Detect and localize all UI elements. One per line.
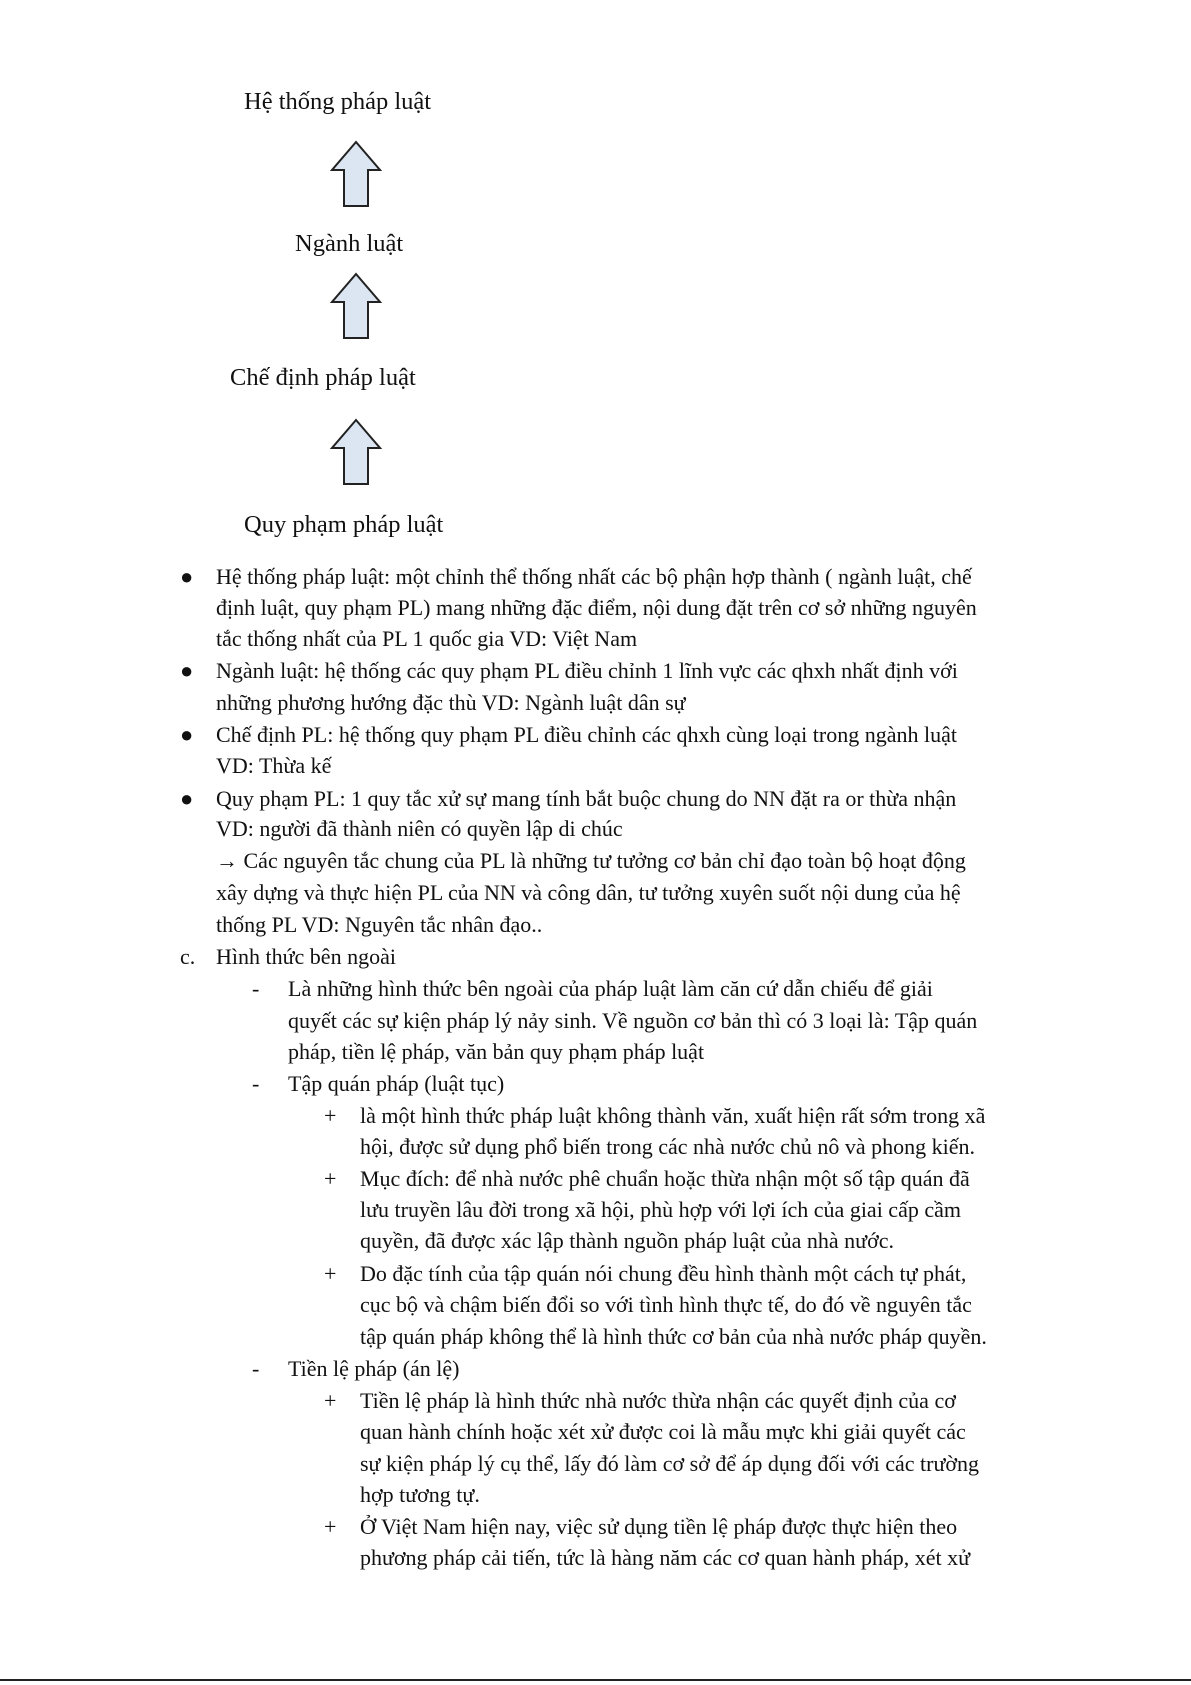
text-line: quyết các sự kiện pháp lý nảy sinh. Về nguồn cơ bản thì có 3 loại là: Tập quán: [288, 1008, 978, 1033]
text-line: Ngành luật: hệ thống các quy phạm PL điều chỉnh 1 lĩnh vực các qhxh nhất định với: [216, 658, 958, 683]
text-line: Ở Việt Nam hiện nay, việc sử dụng tiền lệ pháp được thực hiện theo: [360, 1514, 958, 1539]
bullet-marker: ●: [180, 722, 194, 747]
plus-marker: +: [324, 1388, 337, 1413]
text-line: là một hình thức pháp luật không thành văn, xuất hiện rất sớm trong xã: [360, 1103, 986, 1128]
text-line: cục bộ và chậm biến đổi so với tình hình thực tế, do đó về nguyên tắc: [360, 1292, 972, 1317]
text-line: những phương hướng đặc thù VD: Ngành luật dân sự: [216, 690, 686, 715]
text-line: Tập quán pháp (luật tục): [288, 1071, 505, 1096]
plus-marker: +: [324, 1261, 337, 1286]
hierarchy-level-legal-institution: Chế định pháp luật: [230, 364, 416, 391]
text-line: Tiền lệ pháp (án lệ): [288, 1356, 460, 1381]
text-line: Do đặc tính của tập quán nói chung đều hình thành một cách tự phát,: [360, 1261, 967, 1286]
text-line: lưu truyền lâu đời trong xã hội, phù hợp với lợi ích của giai cấp cầm: [360, 1197, 961, 1222]
dash-marker: -: [252, 976, 260, 1001]
text-line: → Các nguyên tắc chung của PL là những tư tưởng cơ bản chỉ đạo toàn bộ hoạt động: [216, 848, 966, 873]
bullet-marker: ●: [180, 658, 194, 683]
text-line: Tiền lệ pháp là hình thức nhà nước thừa nhận các quyết định của cơ: [360, 1388, 956, 1413]
section-marker: c.: [180, 944, 196, 969]
hierarchy-level-legal-norm: Quy phạm pháp luật: [244, 511, 444, 538]
text-line: VD: Thừa kế: [216, 753, 332, 778]
text-line: tập quán pháp không thể là hình thức cơ bản của nhà nước pháp quyền.: [360, 1324, 987, 1349]
hierarchy-level-legal-system: Hệ thống pháp luật: [244, 88, 432, 115]
text-line: hợp tương tự.: [360, 1482, 480, 1507]
dash-marker: -: [252, 1356, 260, 1381]
text-line: Là những hình thức bên ngoài của pháp luật làm căn cứ dẫn chiếu để giải: [288, 976, 933, 1001]
plus-marker: +: [324, 1166, 337, 1191]
page-bottom-edge: [0, 1679, 1191, 1681]
text-line: xây dựng và thực hiện PL của NN và công dân, tư tưởng xuyên suốt nội dung của hệ: [216, 880, 961, 905]
text-line: VD: người đã thành niên có quyền lập di chúc: [216, 816, 623, 841]
dash-marker: -: [252, 1071, 260, 1096]
text-line: định luật, quy phạm PL) mang những đặc điểm, nội dung đặt trên cơ sở những nguyên: [216, 595, 977, 620]
text-line: Hệ thống pháp luật: một chỉnh thể thống nhất các bộ phận hợp thành ( ngành luật, chế: [216, 564, 972, 589]
text-line: phương pháp cải tiến, tức là hàng năm các cơ quan hành pháp, xét xử: [360, 1545, 971, 1570]
bullet-marker: ●: [180, 564, 194, 589]
text-line: Mục đích: để nhà nước phê chuẩn hoặc thừa nhận một số tập quán đã: [360, 1166, 970, 1191]
plus-marker: +: [324, 1514, 337, 1539]
text-line: pháp, tiền lệ pháp, văn bản quy phạm pháp luật: [288, 1039, 705, 1064]
text-line: hội, được sử dụng phổ biến trong các nhà nước chủ nô và phong kiến.: [360, 1134, 976, 1159]
text-line: quan hành chính hoặc xét xử được coi là mẫu mực khi giải quyết các: [360, 1419, 966, 1444]
text-line: sự kiện pháp lý cụ thể, lấy đó làm cơ sở để áp dụng đối với các trường: [360, 1451, 980, 1476]
hierarchy-level-law-branch: Ngành luật: [295, 230, 404, 257]
bullet-marker: ●: [180, 786, 194, 811]
text-line: tắc thống nhất của PL 1 quốc gia VD: Việt Nam: [216, 626, 638, 651]
text-line: Quy phạm PL: 1 quy tắc xử sự mang tính bắt buộc chung do NN đặt ra or thừa nhận: [216, 786, 957, 811]
text-line: thống PL VD: Nguyên tắc nhân đạo..: [216, 912, 543, 937]
text-line: quyền, đã được xác lập thành nguồn pháp luật của nhà nước.: [360, 1228, 895, 1253]
plus-marker: +: [324, 1103, 337, 1128]
text-line: Chế định PL: hệ thống quy phạm PL điều chỉnh các qhxh cùng loại trong ngành luật: [216, 722, 957, 747]
section-title: Hình thức bên ngoài: [216, 944, 396, 969]
